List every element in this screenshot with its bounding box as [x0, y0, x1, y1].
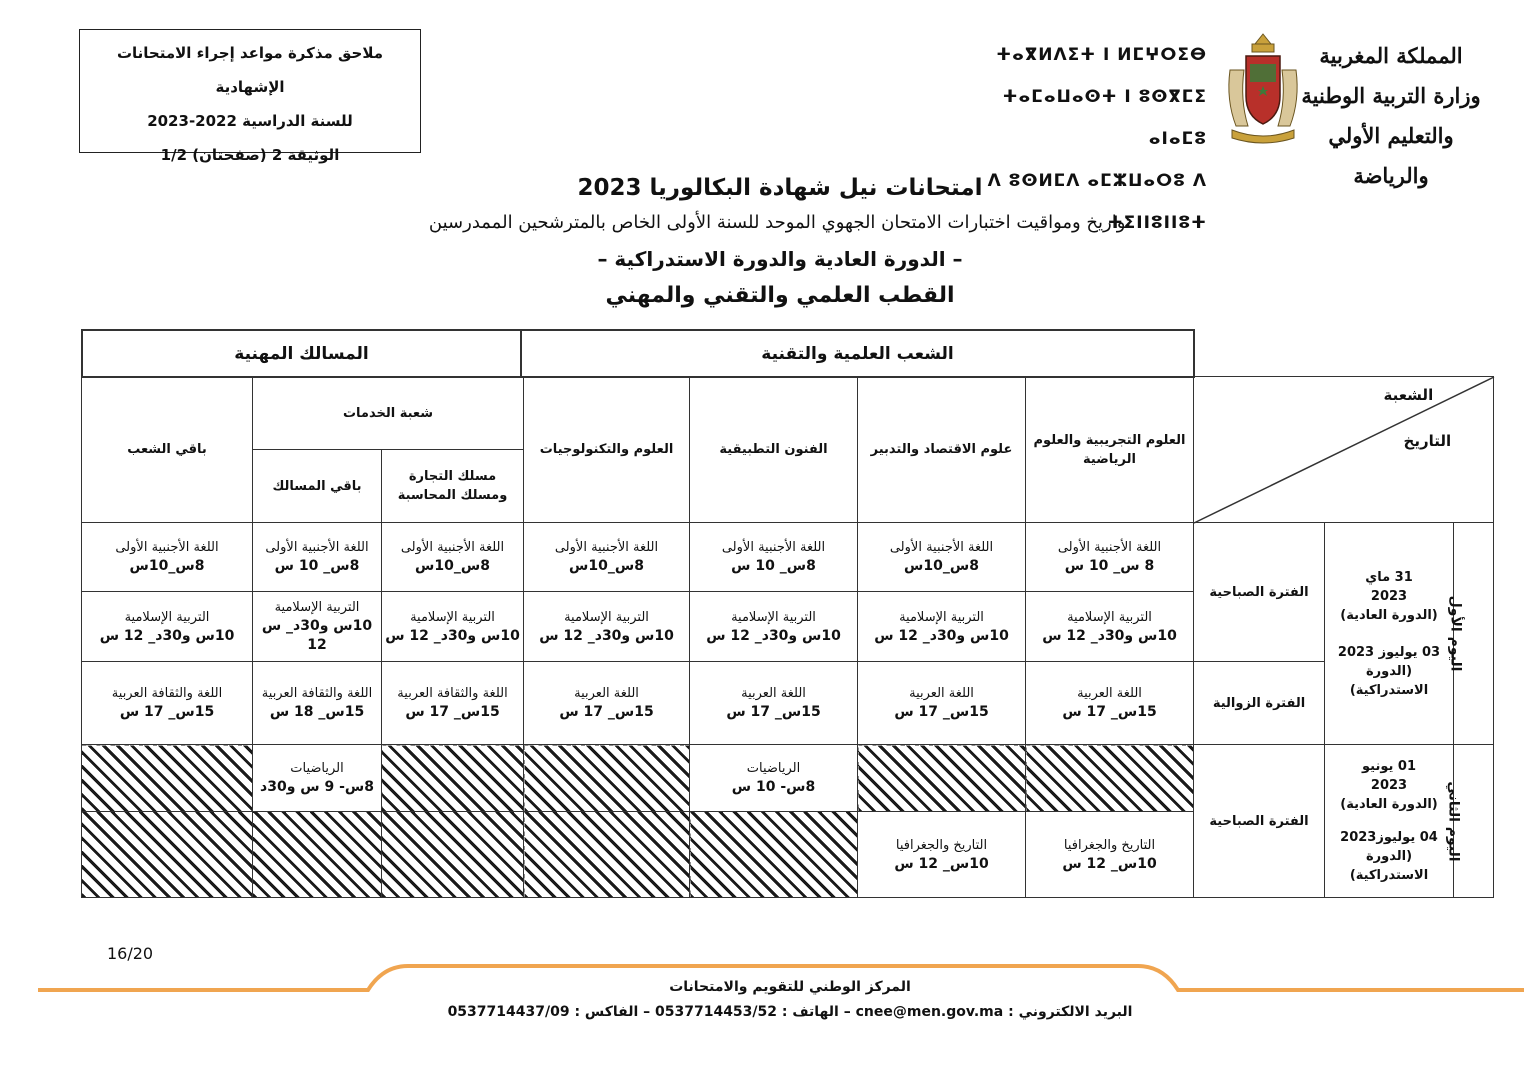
time-slot: 10س_ 12 س	[894, 855, 989, 872]
schedule-cell	[253, 592, 382, 662]
day2-date-line2: 2023	[1370, 778, 1408, 793]
session-title: – الدورة العادية والدورة الاستدراكية –	[597, 247, 963, 271]
schedule-cell	[524, 523, 690, 592]
subject: اللغة العربية	[574, 686, 639, 701]
subject: اللغة الأجنبية الأولى	[400, 540, 505, 555]
subject: اللغة الأجنبية الأولى	[889, 540, 994, 555]
hatched-empty-cell	[1026, 745, 1194, 812]
schedule-cell	[858, 523, 1026, 592]
hatched-empty-cell	[524, 745, 690, 812]
scientific-group-header	[520, 329, 1195, 378]
subtitle: تواريخ ومواقيت اختبارات الامتحان الجهوي الموحد للسنة الأولى الخاص بالمترشحين الممدرسين	[428, 212, 1132, 233]
time-slot: 15س_ 18 س	[269, 704, 365, 720]
day1-date-line3: (الدورة العادية)	[1340, 607, 1438, 623]
ministry-name-continued: والتعليم الأولي والرياضة	[1328, 123, 1454, 188]
time-slot: 15س_ 17 س	[1062, 704, 1157, 720]
day1-date-line2: 2023	[1370, 588, 1408, 604]
time-slot: 10س_ 12 س	[1062, 855, 1157, 872]
day1-morning: الفترة الصباحية	[1194, 523, 1325, 662]
day2-date-line5: (الدورة	[1366, 849, 1413, 864]
schedule-cell	[1026, 812, 1194, 898]
ministry-name: وزارة التربية الوطنية	[1301, 83, 1481, 108]
schedule-cell	[82, 592, 253, 662]
hatched-empty-cell	[253, 812, 382, 898]
subject: التربية الإسلامية	[564, 609, 649, 625]
time-slot: 10س و30د_ 12 س	[539, 627, 674, 644]
kingdom-name: المملكة المغربية	[1319, 43, 1463, 68]
time-slot: 15س_ 17 س	[559, 704, 654, 720]
schedule-cell	[382, 592, 524, 662]
schedule-cell	[82, 523, 253, 592]
schedule-cell	[524, 592, 690, 662]
schedule-cell	[1026, 523, 1194, 592]
subject: اللغة والثقافة العربية	[111, 686, 223, 701]
day2-morning: الفترة الصباحية	[1194, 745, 1325, 898]
time-slot: 10س و30د_ 12 س	[99, 627, 235, 644]
subject: التاريخ والجغرافيا	[895, 837, 988, 853]
time-slot: 10س و30د_ 12 س	[706, 627, 841, 644]
time-slot: 15س_ 17 س	[894, 704, 989, 720]
time-slot: 8س_10س	[415, 558, 490, 574]
subject: اللغة والثقافة العربية	[397, 686, 508, 701]
day1-date-line4: 03 يوليوز 2023	[1337, 644, 1441, 660]
hatched-empty-cell	[690, 812, 858, 898]
subject: التربية الإسلامية	[731, 609, 816, 625]
diagonal-header-cell	[1194, 377, 1494, 523]
pole-title: القطب العلمي والتقني والمهني	[605, 283, 955, 308]
tifinagh-line-2: ⵜⴰⵎⴰⵡⴰⵙⵜ ⵏ ⵓⵙⴳⵎⵉ ⴰⵏⴰⵎⵓ	[1002, 87, 1207, 149]
header-col-6: باقي المسالك	[253, 450, 382, 523]
schedule-cell	[524, 662, 690, 745]
time-slot: 15س_ 17 س	[119, 704, 215, 720]
footer-organization: المركز الوطني للتقويم والامتحانات	[669, 979, 911, 995]
document-titles	[300, 170, 1260, 314]
schedule-cell	[858, 662, 1026, 745]
time-slot: 10س و30د_ 12 س	[1042, 627, 1177, 644]
time-slot: 10س و30د_ س 12	[261, 618, 373, 653]
time-slot: 15س_ 17 س	[726, 704, 821, 720]
subject: اللغة العربية	[741, 686, 806, 701]
coat-of-arms-icon	[1222, 30, 1304, 148]
schedule-cell	[858, 592, 1026, 662]
time-slot: 8س_10س	[129, 558, 205, 574]
hatched-empty-cell	[382, 812, 524, 898]
hatched-empty-cell	[82, 745, 253, 812]
hatched-empty-cell	[524, 812, 690, 898]
professional-group-header	[81, 329, 522, 378]
schedule-cell	[690, 523, 858, 592]
time-slot: 8س_10س	[904, 558, 979, 574]
document-number: الوثيقة 2 (صفحتان) 1/2	[160, 146, 340, 164]
subject: اللغة الأجنبية الأولى	[115, 540, 219, 555]
schedule-table	[81, 376, 1494, 898]
date-header: التاريخ	[1403, 432, 1452, 450]
schedule-cell	[382, 662, 524, 745]
day1-date-line6: الاستدراكية)	[1349, 682, 1429, 698]
scientific-group-label: الشعب العلمية والتقنية	[761, 343, 954, 364]
day2-date-line3: (الدورة العادية)	[1340, 797, 1438, 812]
time-slot: 8 س_ 10 س	[1064, 558, 1155, 574]
header-col-5: مسلك التجارة ومسلك المحاسبة	[382, 450, 524, 523]
subject: اللغة الأجنبية الأولى	[265, 540, 369, 555]
day2-label-cell	[1445, 745, 1494, 898]
schedule-cell	[690, 662, 858, 745]
memo-reference-box	[79, 29, 421, 164]
schedule-cell	[1026, 662, 1194, 745]
schedule-cell	[690, 592, 858, 662]
subject: التاريخ والجغرافيا	[1063, 837, 1156, 853]
day1-label: اليوم الأول	[1447, 595, 1464, 672]
subject: اللغة العربية	[909, 686, 974, 701]
tifinagh-line-1: ⵜⴰⴳⵍⴷⵉⵜ ⵏ ⵍⵎⵖⵔⵉⴱ	[996, 45, 1207, 65]
day2-date-line4: 04 يوليوز2023	[1340, 830, 1438, 845]
branch-header: الشعبة	[1383, 386, 1434, 404]
subject: اللغة الأجنبية الأولى	[721, 540, 826, 555]
schedule-cell	[82, 662, 253, 745]
hatched-empty-cell	[858, 745, 1026, 812]
schedule-cell	[253, 662, 382, 745]
time-slot: 10س و30د_ 12 س	[385, 627, 520, 644]
subject: اللغة الأجنبية الأولى	[554, 540, 659, 555]
header-col-7: باقي الشعب	[82, 377, 253, 523]
day1-date-line5: (الدورة	[1366, 663, 1413, 679]
header-services: شعبة الخدمات	[253, 377, 524, 450]
day2-label: اليوم الثاني	[1445, 780, 1462, 862]
schedule-cell	[253, 523, 382, 592]
day2-date-line6: الاستدراكية)	[1349, 868, 1429, 883]
subject: اللغة والثقافة العربية	[261, 686, 373, 701]
day1-afternoon: الفترة الزوالية	[1194, 662, 1325, 745]
subject: التربية الإسلامية	[410, 609, 495, 625]
ministry-header	[1296, 36, 1486, 196]
school-year: للسنة الدراسية 2022-2023	[147, 112, 353, 130]
page-number: 16/20	[107, 944, 154, 963]
time-slot: 8س- 10 س	[731, 779, 816, 795]
subject: الرياضيات	[746, 761, 801, 776]
subject: التربية الإسلامية	[274, 600, 360, 615]
schedule-cell	[1026, 592, 1194, 662]
hatched-empty-cell	[82, 812, 253, 898]
subject: اللغة العربية	[1077, 686, 1142, 701]
time-slot: 10س و30د_ 12 س	[874, 627, 1009, 644]
time-slot: 8س- 9 س و30د	[260, 779, 374, 795]
main-title: امتحانات نيل شهادة البكالوريا 2023	[577, 175, 983, 201]
subject: التربية الإسلامية	[124, 609, 210, 625]
schedule-cell	[382, 523, 524, 592]
day1-date-line1: 31 ماي	[1365, 569, 1413, 585]
header-col-2: علوم الاقتصاد والتدبير	[858, 377, 1026, 523]
schedule-cell	[858, 812, 1026, 898]
time-slot: 8س_10س	[569, 558, 644, 574]
subject: الرياضيات	[290, 761, 344, 776]
time-slot: 8س_ 10 س	[274, 558, 360, 574]
schedule-cell	[690, 745, 858, 812]
header-col-3: الفنون التطبيقية	[690, 377, 858, 523]
day1-label-cell	[1447, 523, 1494, 745]
memo-title: ملاحق مذكرة مواعد إجراء الامتحانات الإشهادية	[116, 44, 384, 96]
hatched-empty-cell	[382, 745, 524, 812]
schedule-cell	[253, 745, 382, 812]
header-col-4: العلوم والتكنولوجيات	[524, 377, 690, 523]
professional-group-label: المسالك المهنية	[234, 343, 369, 364]
footer-contact: البريد الالكتروني : cnee@men.gov.ma – الهاتف : 0537714453/52 – الفاكس : 0537714437/09	[447, 1004, 1133, 1020]
subject: التربية الإسلامية	[899, 609, 984, 625]
footer	[300, 974, 1280, 1024]
time-slot: 8س_ 10 س	[731, 558, 816, 574]
time-slot: 15س_ 17 س	[405, 704, 500, 720]
day2-date-line1: 01 يونيو	[1362, 759, 1417, 774]
header-col-1: العلوم التجريبية والعلوم الرياضية	[1026, 377, 1194, 523]
subject: اللغة الأجنبية الأولى	[1057, 540, 1162, 555]
subject: التربية الإسلامية	[1067, 609, 1152, 625]
tifinagh-line-3: ⴷ ⵓⵙⵍⵎⴷ ⴰⵎⵣⵡⴰⵔⵓ ⴷ ⵜⵉⵏⵏⵓⵏⵏⵓⵜ	[987, 171, 1207, 233]
